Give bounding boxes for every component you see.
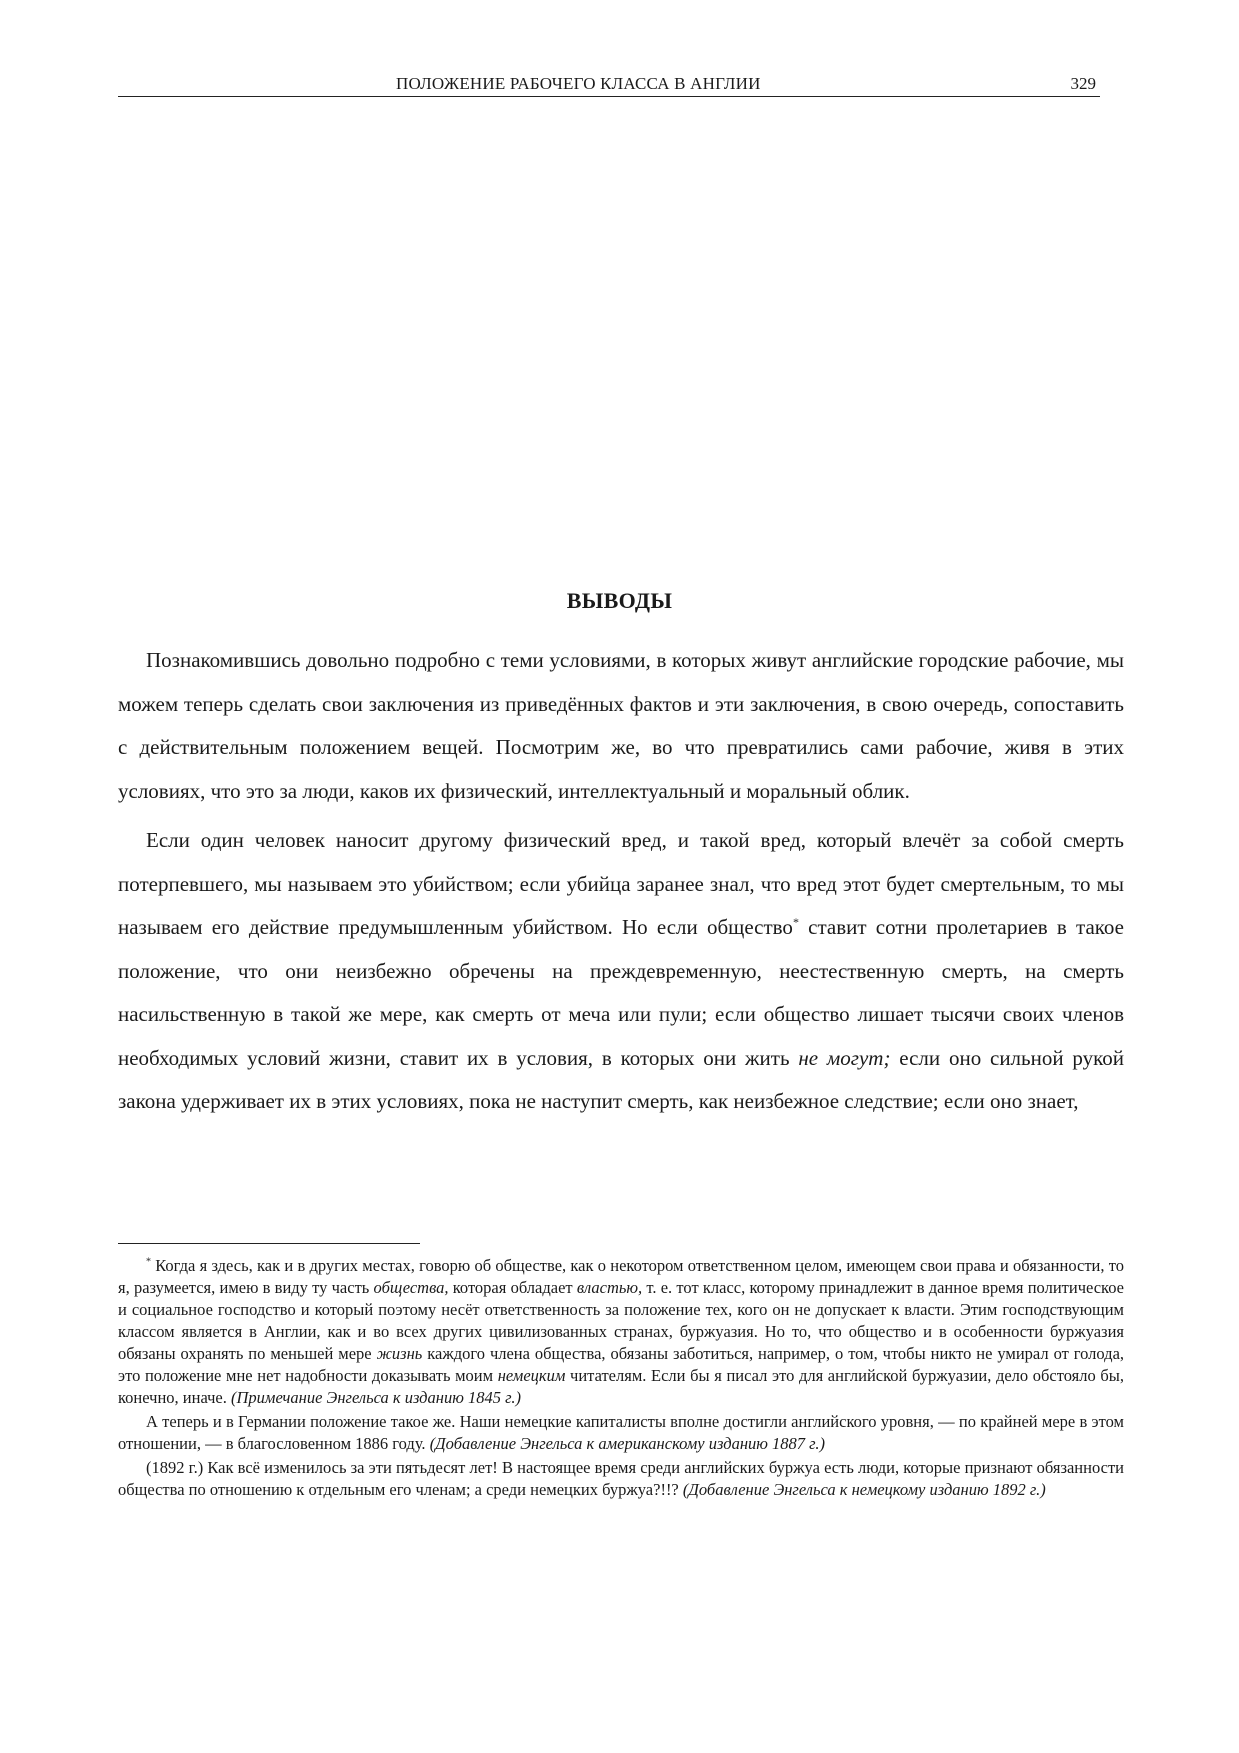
running-head [118,74,1100,97]
footnote-1-text-3: т. е. тот класс, которому принадлежит в данное время политическое и социальное господство и который поэтому несёт ответственность за положение тех, кого он не допускает к власти. Этим господствующим классом является в Англии, как и во всех других цивилизованных странах, буржуазия. Но то, что общество и в особенности буржуазия обязаны охранять по меньшей мере [118,1278,1124,1363]
paragraph-2-part-3: если оно сильной рукой закона удерживает их в этих условиях, пока не наступит смерть, как неизбежное следствие; если оно знает, [118,1045,1124,1113]
paragraph-2 [118,819,1124,1124]
paragraph-2-emphasis: не могут; [798,1045,891,1070]
footnote-1-emphasis-2: властью, [576,1278,643,1297]
footnote-1-emphasis-4: немецким [497,1366,566,1385]
section-title: ВЫВОДЫ [566,588,673,613]
footnote-2-source-note: (Добавление Энгельса к американскому изданию 1887 г.) [429,1434,825,1453]
main-text [118,639,1124,1130]
footnote-1 [118,1255,1124,1409]
footnote-1-emphasis-1: общества, [373,1278,449,1297]
footnote-1-text-5: читателям. Если бы я писал это для английской буржуазии, дело обстояло бы, конечно, иначе. [118,1366,1124,1407]
footnote-1-text-1: Когда я здесь, как и в других местах, говорю об обществе, как о некотором ответственном целом, имеющем свои права и обязанности, то я, разумеется, имею в виду ту часть [118,1256,1124,1297]
footnote-1-text-4: каждого члена общества, обязаны заботиться, например, о том, чтобы никто не умирал от голода, это положение мне нет надобности доказывать моим [118,1344,1125,1385]
footnote-2 [118,1411,1124,1455]
page-number: 329 [1070,74,1096,93]
footnote-reference: * [792,915,799,929]
footnote-1-mark: * [146,1256,151,1268]
footnote-1-emphasis-3: жизнь [376,1344,423,1363]
paragraph-2-part-2: ставит сотни пролетариев в такое положение, что они неизбежно обречены на преждевременную, неестественную смерть, на смерть насильственную в такой же мере, как смерть от меча или пули; если общество лишает тысячи своих членов необходимых условий жизни, ставит их в условия, в которых они жить [118,915,1125,1070]
footnote-3-source-note: (Добавление Энгельса к немецкому изданию 1892 г.) [682,1480,1046,1499]
running-head-title: ПОЛОЖЕНИЕ РАБОЧЕГО КЛАССА В АНГЛИИ [396,74,761,93]
footnote-2-text: А теперь и в Германии положение такое же. Наши немецкие капиталисты вполне достигли английского уровня, — по крайней мере в этом отношении, — в благословенном 1886 году. [118,1412,1124,1453]
footnote-3-text: (1892 г.) Как всё изменилось за эти пятьдесят лет! В настоящее время среди английских буржуа есть люди, которые признают обязанности общества по отношению к отдельным его членам; а среди немецких буржуа?!!? [118,1458,1124,1499]
paragraph-2-part-1: Если один человек наносит другому физический вред, и такой вред, который влечёт за собой смерть потерпевшего, мы называем это убийством; если убийца заранее знал, что вред этот будет смертельным, то мы называем его действие предумышленным убийством. Но если общество [118,828,1124,939]
footnote-3 [118,1457,1124,1501]
footnotes [118,1255,1124,1501]
footnote-1-source-note: (Примечание Энгельса к изданию 1845 г.) [231,1388,521,1407]
paragraph-1: Познакомившись довольно подробно с теми условиями, в которых живут английские городские рабочие, мы можем теперь сделать свои заключения из приведённых фактов и эти заключения, в свою очередь, сопоставить с действительным положением вещей. Посмотрим же, во что превратились сами рабочие, живя в этих условиях, что это за люди, каков их физический, интеллектуальный и моральный облик. [118,648,1124,803]
footnote-separator [118,1243,420,1244]
footnote-1-text-2: которая обладает [448,1278,577,1297]
